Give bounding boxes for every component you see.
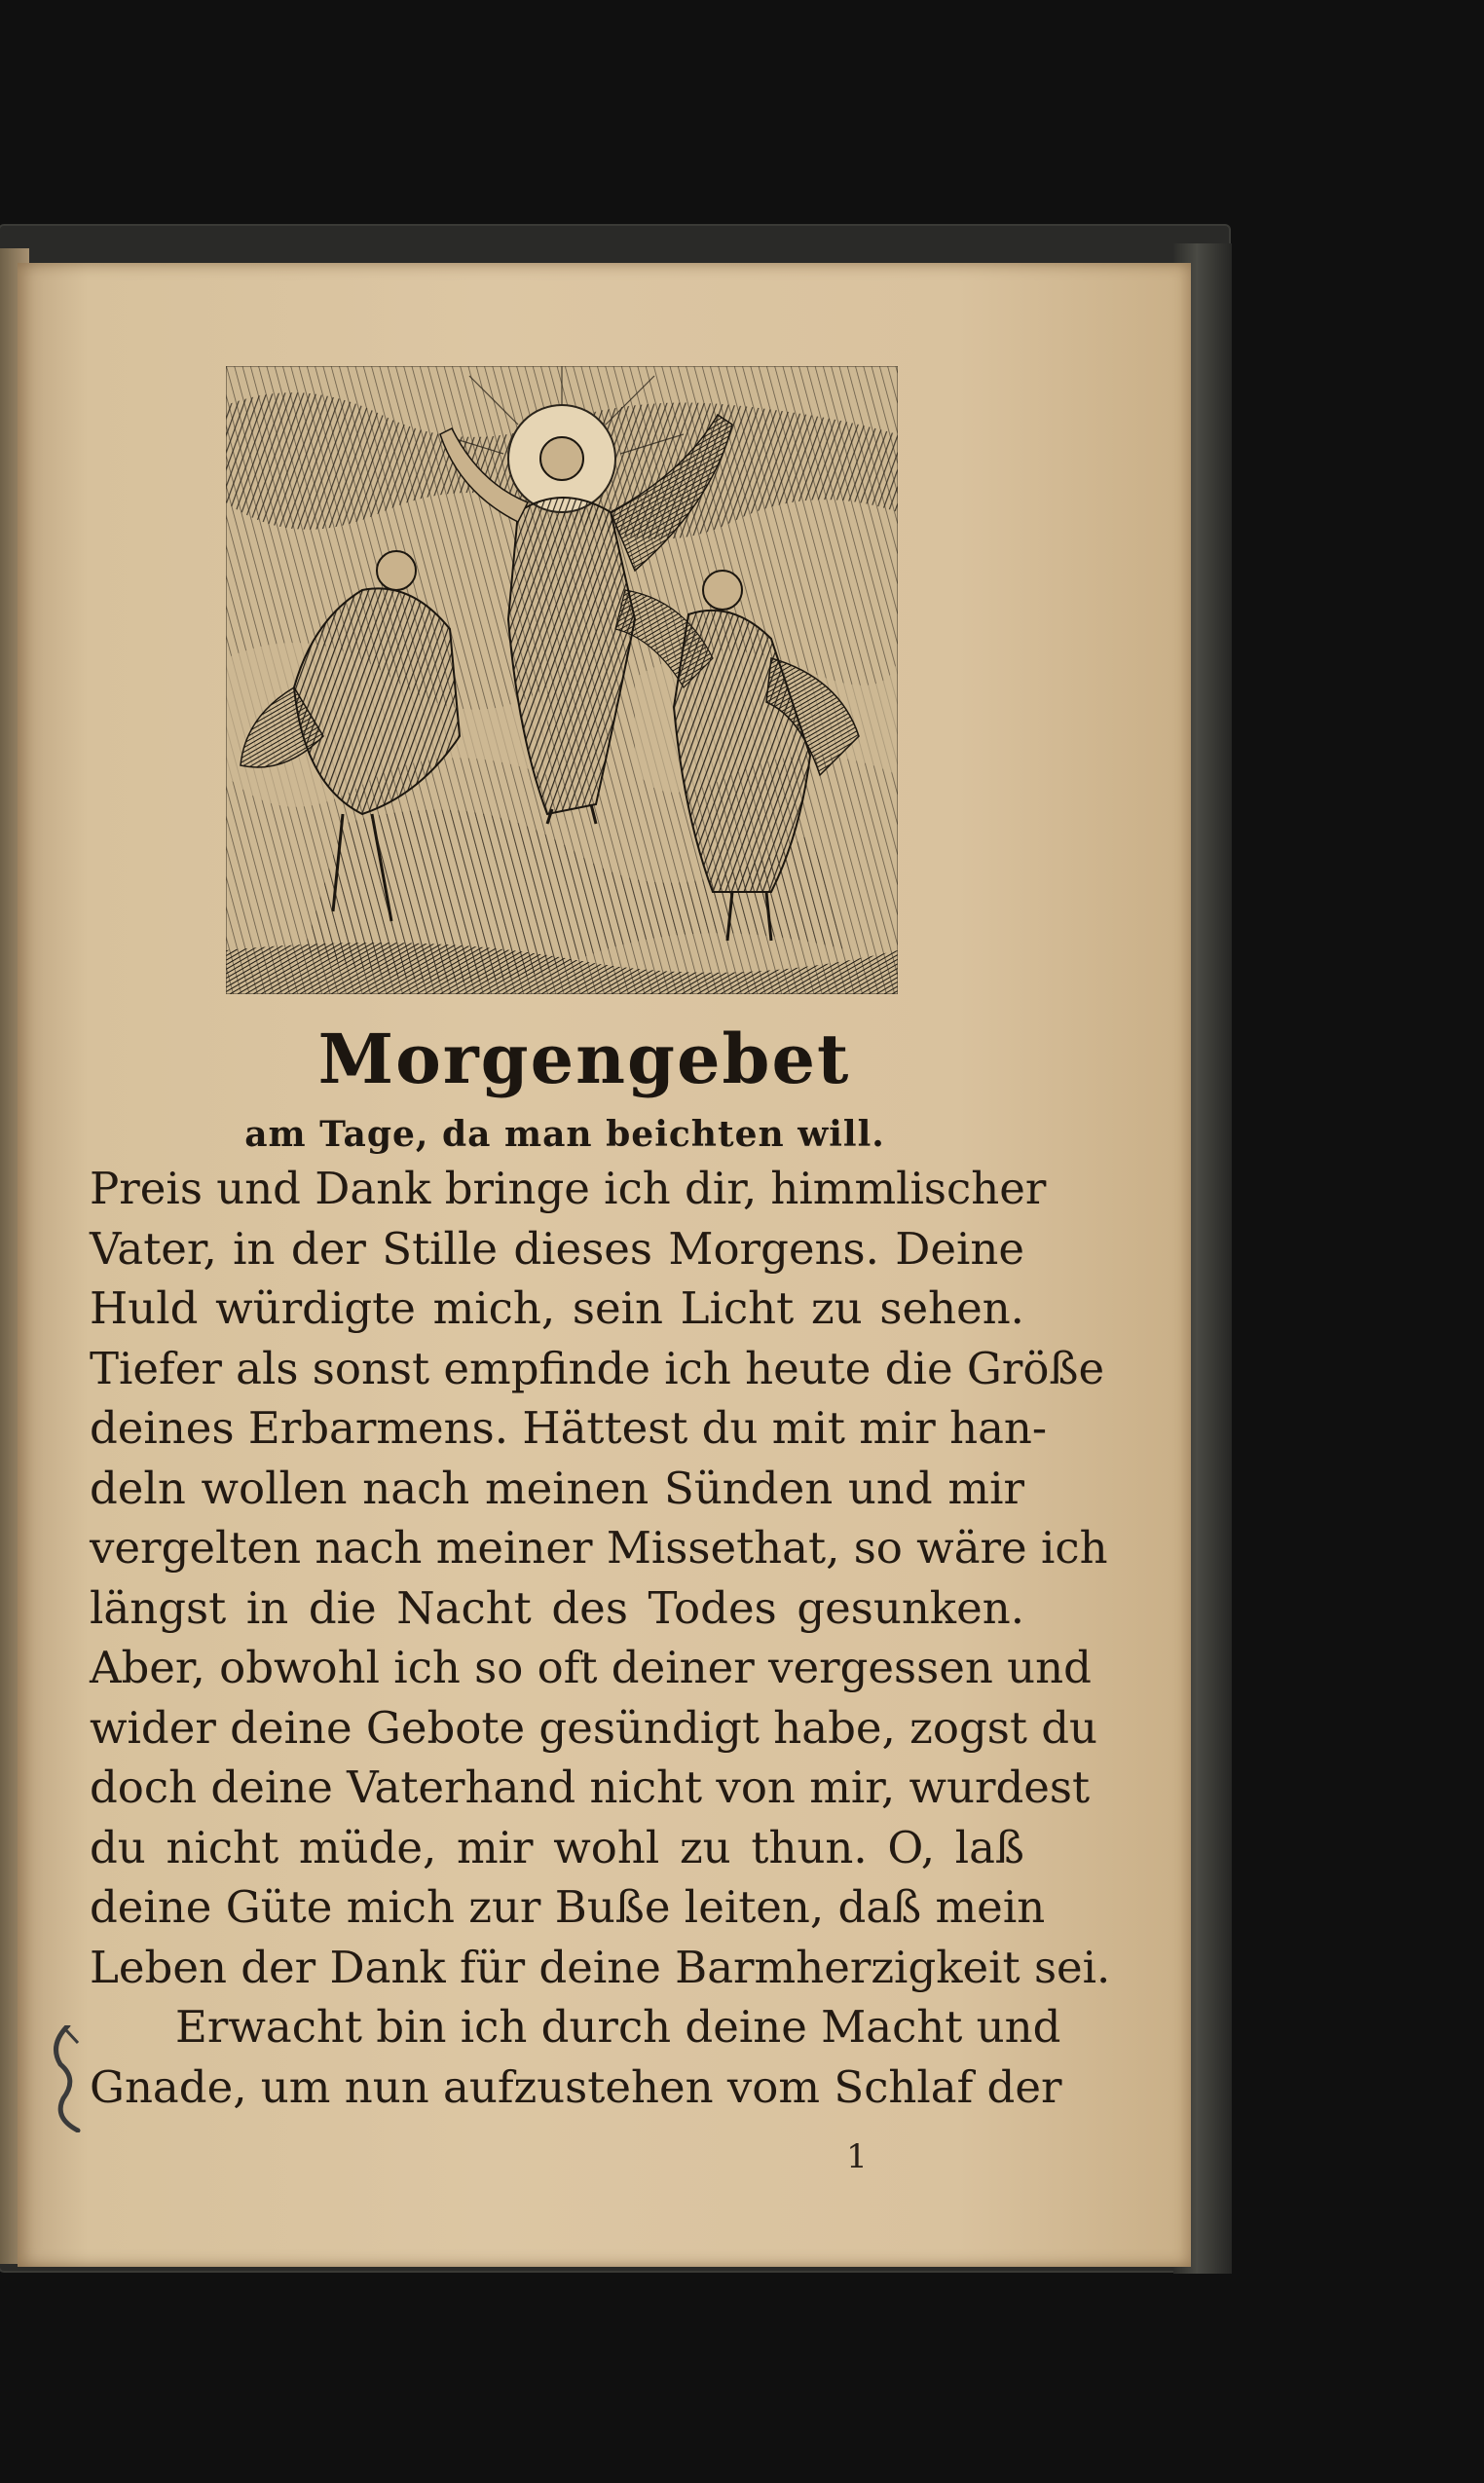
- page-number: 1: [846, 2137, 868, 2176]
- text-line: Gnade, um nun aufzustehen vom Schlaf der: [90, 2060, 1062, 2113]
- text-line: Preis und Dank bringe ich dir, himmlischer: [90, 1163, 1047, 1214]
- text-line: Huld würdigte mich, sein Licht zu sehen.: [90, 1282, 1024, 1334]
- ribbon-bookmark-icon: [39, 2025, 97, 2132]
- text-line: doch deine Vaterhand nicht von mir, wurdest: [90, 1761, 1091, 1813]
- page-title: Morgengebet: [317, 1019, 851, 1099]
- prayer-text: [90, 1159, 1111, 2117]
- text-line: vergelten nach meiner Missethat, so wäre ich: [90, 1522, 1108, 1574]
- text-line: längst in die Nacht des Todes gesunken.: [90, 1581, 1024, 1634]
- text-line: Leben der Dank für deine Barmherzigkeit sei.: [90, 1941, 1111, 1993]
- text-line: du nicht müde, mir wohl zu thun. O, laß: [90, 1821, 1024, 1873]
- transfiguration-engraving: [226, 366, 898, 994]
- text-line: deine Güte mich zur Buße leiten, daß mein: [90, 1881, 1046, 1933]
- page-subtitle: am Tage, da man beichten will.: [244, 1114, 885, 1155]
- text-line: deines Erbarmens. Hättest du mit mir han-: [90, 1402, 1048, 1454]
- text-line: Aber, obwohl ich so oft deiner vergessen und: [90, 1642, 1092, 1693]
- text-line: wider deine Gebote gesündigt habe, zogst du: [90, 1701, 1098, 1754]
- text-line: Erwacht bin ich durch deine Macht und: [175, 2001, 1061, 2053]
- text-line: Tiefer als sonst empfinde ich heute die Größe: [90, 1342, 1105, 1394]
- text-line: deln wollen nach meinen Sünden und mir: [90, 1462, 1024, 1514]
- text-line: Vater, in der Stille dieses Morgens. Deine: [90, 1222, 1024, 1275]
